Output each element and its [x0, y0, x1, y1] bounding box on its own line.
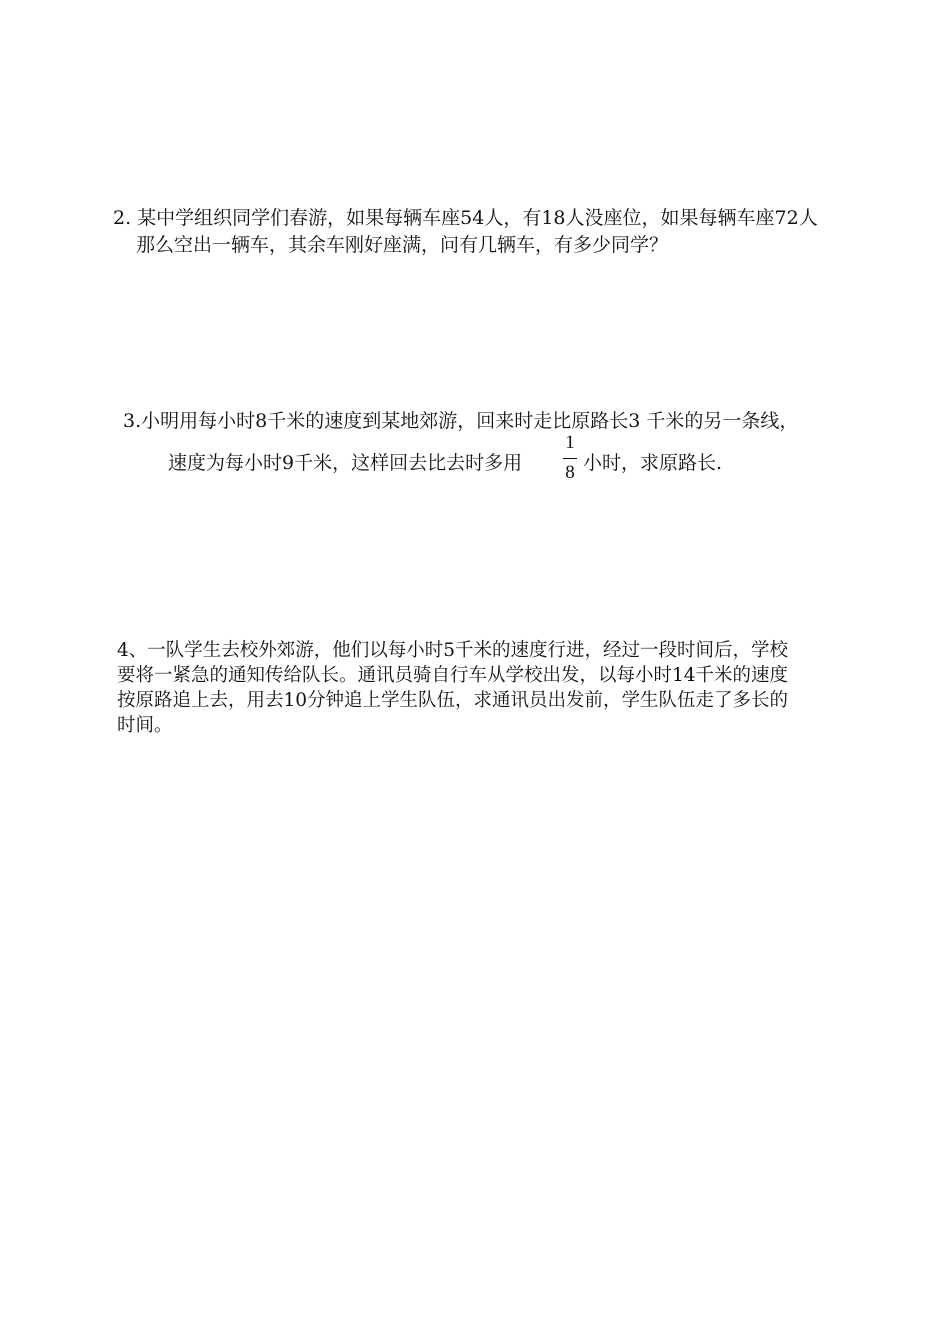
problem-2-line-1: 2. 某中学组织同学们春游，如果每辆车座54人，有18人没座位，如果每辆车座72人	[113, 207, 818, 229]
problem-3-line-2-start: 速度为每小时9千米，这样回去比去时多用	[168, 452, 523, 474]
fraction-bar	[563, 458, 577, 459]
problem-4-line-3: 按原路追上去，用去10分钟追上学生队伍，求通讯员出发前，学生队伍走了多长的	[117, 690, 789, 711]
fraction-one-eighth	[561, 432, 579, 484]
problem-4-line-4: 时间。	[117, 715, 173, 736]
problem-2-line-2: 那么空出一辆车，其余车刚好座满，问有几辆车，有多少同学？	[136, 234, 669, 256]
fraction-denominator: 8	[565, 462, 575, 483]
problem-3-line-1: 3.小明用每小时8千米的速度到某地郊游，回来时走比原路长3 千米的另一条线，	[123, 410, 799, 432]
problem-4-line-2: 要将一紧急的通知传给队长。通讯员骑自行车从学校出发，以每小时14千米的速度	[117, 665, 789, 686]
fraction-numerator: 1	[565, 432, 575, 453]
problem-4-line-1: 4、一队学生去校外郊游，他们以每小时5千米的速度行进，经过一段时间后，学校	[117, 640, 789, 661]
problem-3-line-2-end: 小时，求原路长.	[583, 452, 723, 474]
